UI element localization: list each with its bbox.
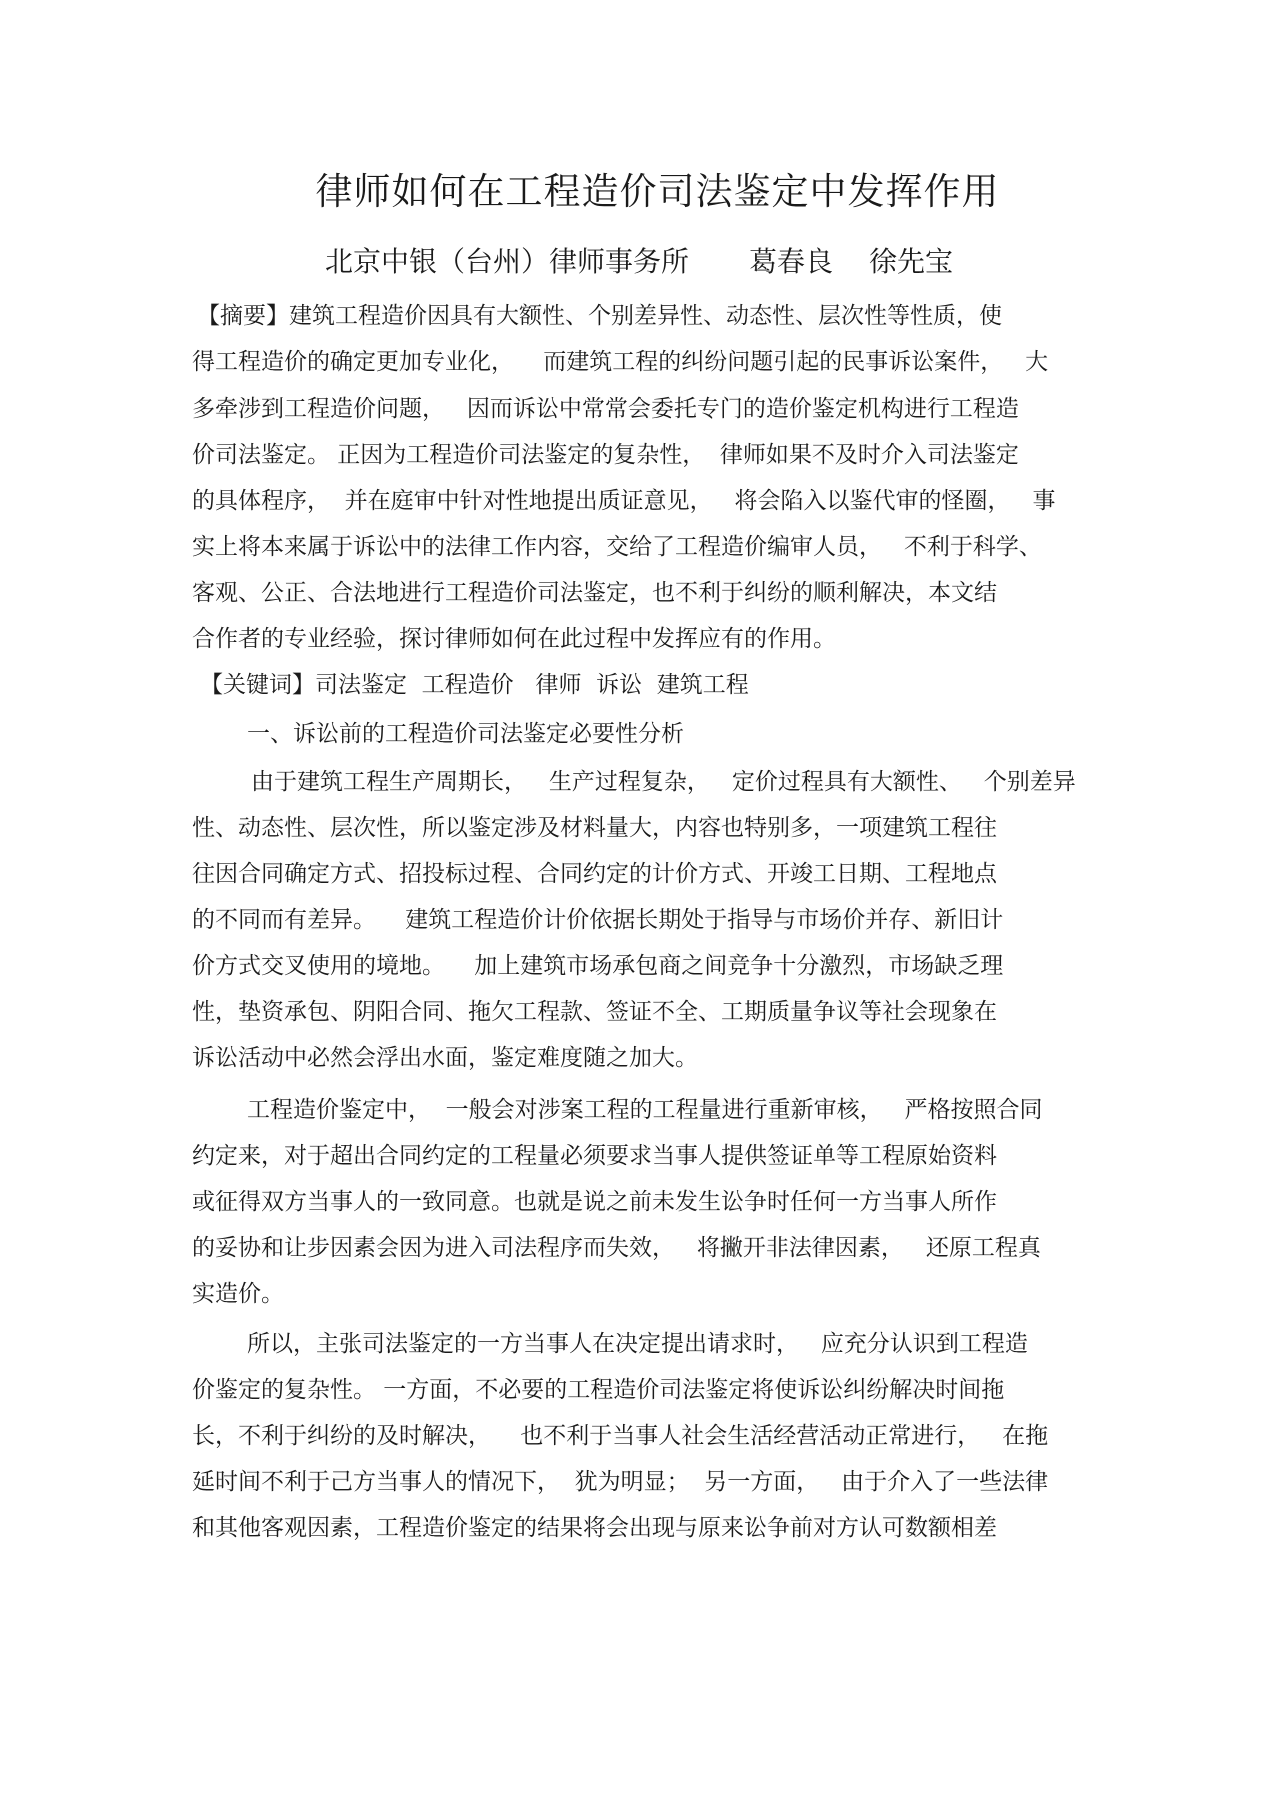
abstract-line: 多牵涉到工程造价问题， 因而诉讼中常常会委托专门的造价鉴定机构进行工程造: [192, 396, 1019, 422]
paragraph-line: 价鉴定的复杂性。 一方面，不必要的工程造价司法鉴定将使诉讼纠纷解决时间拖: [192, 1377, 1005, 1403]
paragraph-line: 的不同而有差异。 建筑工程造价计价依据长期处于指导与市场价并存、新旧计: [192, 907, 1004, 933]
abstract-line: 【摘要】建筑工程造价因具有大额性、个别差异性、动态性、层次性等性质，使: [197, 303, 1002, 329]
abstract-line: 的具体程序， 并在庭审中针对性地提出质证意见， 将会陷入以鉴代审的怪圈， 事: [192, 488, 1056, 514]
abstract-line: 合作者的专业经验，探讨律师如何在此过程中发挥应有的作用。: [192, 626, 836, 652]
abstract-line: 价司法鉴定。 正因为工程造价司法鉴定的复杂性， 律师如果不及时介入司法鉴定: [192, 442, 1019, 468]
abstract-line: 客观、公正、合法地进行工程造价司法鉴定，也不利于纠纷的顺利解决，本文结: [192, 580, 997, 606]
paragraph-line: 的妥协和让步因素会因为进入司法程序而失效， 将撇开非法律因素， 还原工程真: [192, 1235, 1041, 1261]
paragraph-line: 或征得双方当事人的一致同意。也就是说之前未发生讼争时任何一方当事人所作: [192, 1189, 997, 1215]
paragraph-line: 工程造价鉴定中， 一般会对涉案工程的工程量进行重新审核， 严格按照合同: [247, 1097, 1043, 1123]
paragraph-line: 性，垫资承包、阴阳合同、拖欠工程款、签证不全、工期质量争议等社会现象在: [192, 999, 997, 1025]
paragraph-line: 实造价。: [192, 1281, 284, 1307]
paragraph-line: 长，不利于纠纷的及时解决， 也不利于当事人社会生活经营活动正常进行， 在拖: [192, 1423, 1049, 1449]
paragraph-line: 性、动态性、层次性，所以鉴定涉及材料量大，内容也特别多，一项建筑工程往: [192, 815, 997, 841]
paragraph-line: 延时间不利于己方当事人的情况下， 犹为明显； 另一方面， 由于介入了一些法律: [192, 1469, 1049, 1495]
section-heading: 一、诉讼前的工程造价司法鉴定必要性分析: [247, 721, 684, 747]
paragraph-line: 诉讼活动中必然会浮出水面，鉴定难度随之加大。: [192, 1045, 698, 1071]
author-2: 徐先宝: [869, 245, 954, 278]
document-title: 律师如何在工程造价司法鉴定中发挥作用: [315, 170, 1000, 213]
keywords-line: 【关键词】司法鉴定 工程造价 律师 诉讼 建筑工程: [200, 672, 749, 698]
law-firm: 北京中银（台州）律师事务所: [325, 245, 690, 278]
paragraph-line: 由于建筑工程生产周期长， 生产过程复杂， 定价过程具有大额性、 个别差异: [251, 769, 1076, 795]
abstract-line: 实上将本来属于诉讼中的法律工作内容，交给了工程造价编审人员， 不利于科学、: [192, 534, 1042, 560]
paragraph-line: 约定来，对于超出合同约定的工程量必须要求当事人提供签证单等工程原始资料: [192, 1143, 997, 1169]
paragraph-line: 所以，主张司法鉴定的一方当事人在决定提出请求时， 应充分认识到工程造: [247, 1331, 1028, 1357]
paragraph-line: 往因合同确定方式、招投标过程、合同约定的计价方式、开竣工日期、工程地点: [192, 861, 997, 887]
paragraph-line: 和其他客观因素，工程造价鉴定的结果将会出现与原来讼争前对方认可数额相差: [192, 1515, 997, 1541]
author-1: 葛春良: [749, 245, 834, 278]
paragraph-line: 价方式交叉使用的境地。 加上建筑市场承包商之间竞争十分激烈，市场缺乏理: [192, 953, 1004, 979]
abstract-line: 得工程造价的确定更加专业化， 而建筑工程的纠纷问题引起的民事诉讼案件， 大: [192, 349, 1049, 375]
byline: [325, 242, 953, 282]
